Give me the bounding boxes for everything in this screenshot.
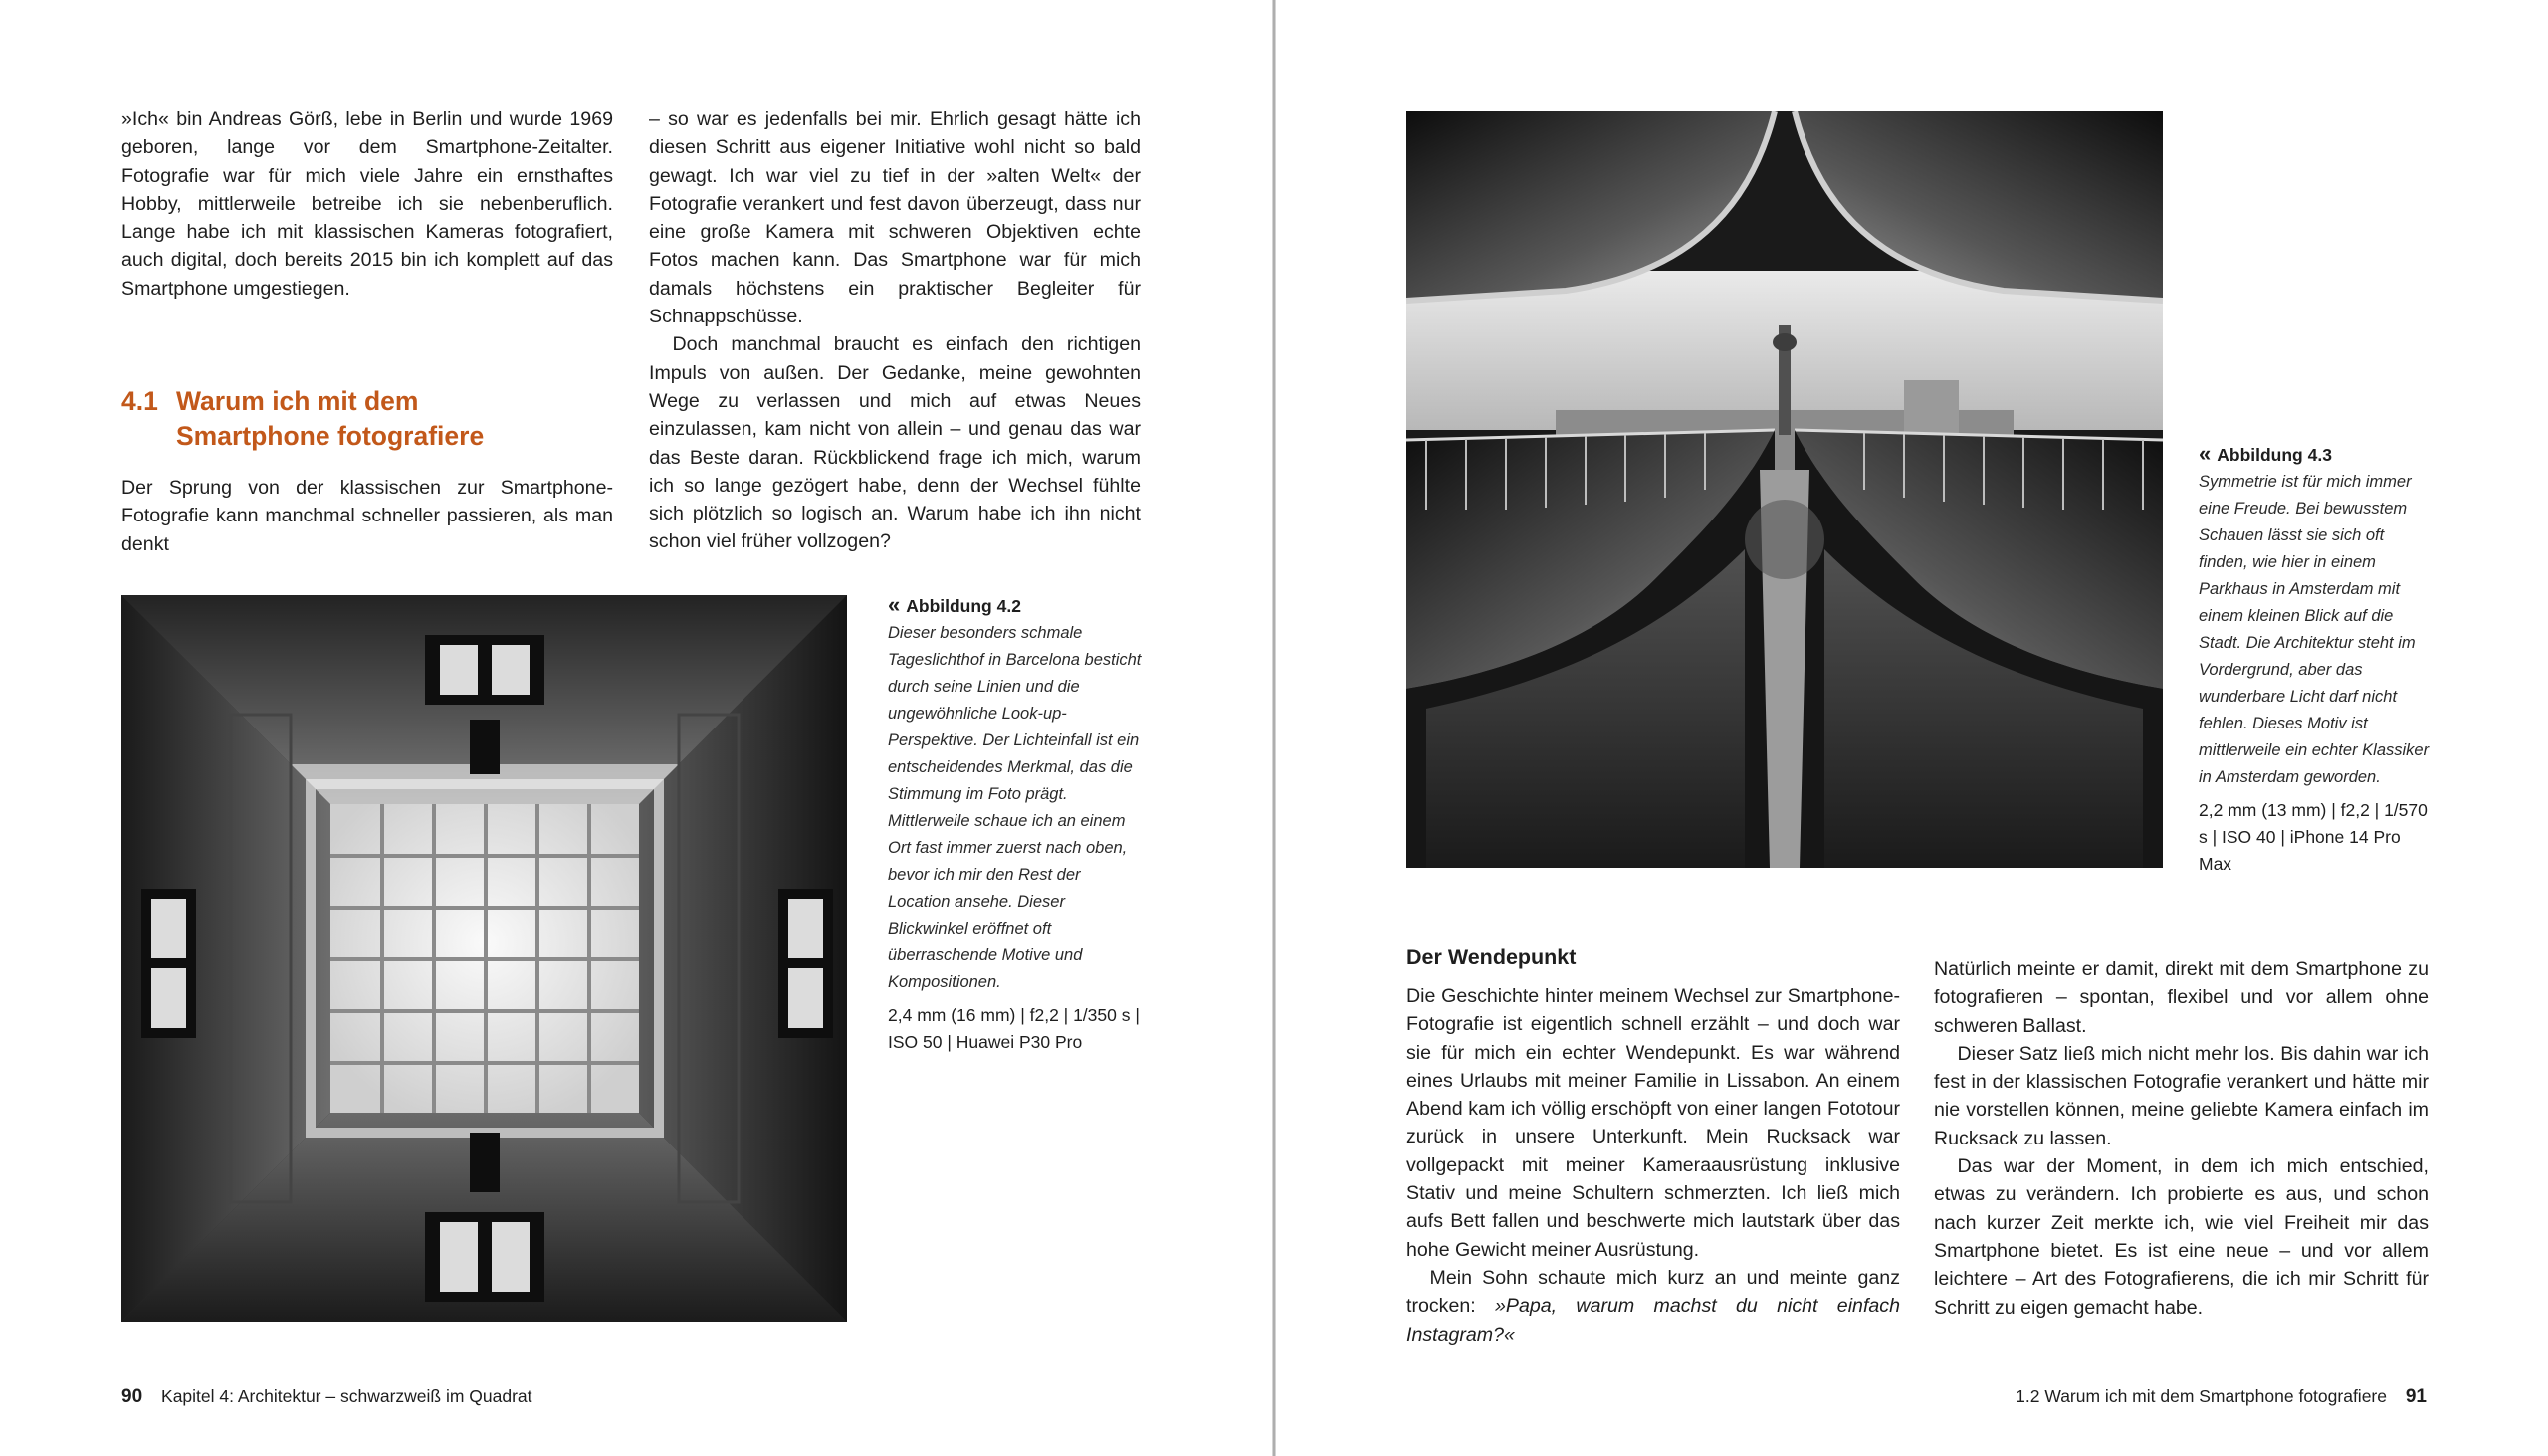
figure-4-2-label: Abbildung 4.2 [906,596,1021,616]
chevron-left-icon: « [888,592,901,617]
intro-text: »Ich« bin Andreas Görß, lebe in Berlin und wurde 1969 geboren, lange vor dem Smartphone-Zeitalter. Fotografie war für mich viele Jahre ein ernsthaftes Hobby, mittlerweile betreibe ich sie nebenberuflich. Lange habe ich mit klassischen Kameras fotografiert, auch digital, doch bereits 2015 bin ich komplett auf das Smartphone umgestiegen. [121,108,613,300]
right-column-1 [1406,982,1900,1349]
right-column-2 [1934,955,2429,1322]
left-col2-paragraph-1: – so war es jedenfalls bei mir. Ehrlich gesagt hätte ich diesen Schritt aus eigener Initiative wohl nicht so bald gewagt. Ich war viel zu tief in der »alten Welt« der Fotografie verankert und fest davon überzeugt, dass nur eine große Kamera mit schweren Objektiven echte Fotos machen kann. Das Smartphone war für mich damals höchstens ein praktischer Begleiter für Schnappschüsse. [649,108,1141,328]
subheading-wendepunkt: Der Wendepunkt [1406,945,1577,969]
figure-4-2-photo [121,595,847,1322]
book-gutter [1272,0,1276,1456]
figure-4-3-description: Symmetrie ist für mich immer eine Freude. Bei bewusstem Schauen lässt sie sich oft finden, wie hier in einem Parkhaus in Amsterdam mit einem kleinen Blick auf die Stadt. Die Architektur steht im Vordergrund, aber das wunderbare Licht darf nicht fehlen. Dieses Motiv ist mittlerweile ein echter Klassiker in Amsterdam geworden. [2199,473,2430,786]
right-col1-paragraph-1: Die Geschichte hinter meinem Wechsel zur Smartphone-Fotografie ist eigentlich schnell erzählt – und doch war sie für mich ein echter Wendepunkt. Es war während eines Urlaubs mit meiner Familie in Lissabon. An einem Abend kam ich völlig erschöpft von einer langen Fototour zurück in unsere Unterkunft. Mein Rucksack war vollgepackt mit meiner Kameraausrüstung inklusive Stativ und meine Schultern schmerzten. Ich ließ mich aufs Bett fallen und beschwerte mich lautstark über das hohe Gewicht meiner Ausrüstung. [1406,985,1900,1261]
left-column-2 [649,105,1141,556]
section-text: Der Sprung von der klassischen zur Smartphone-Fotografie kann manchmal schneller passieren, als man denkt [121,477,613,555]
left-footer [121,1386,532,1408]
section-title-line2: Smartphone fotografiere [176,421,485,451]
figure-4-3-photo [1406,111,2163,868]
figure-4-2-description: Dieser besonders schmale Tageslichthof in Barcelona besticht durch seine Linien und die ungewöhnliche Look-up-Perspektive. Der Lichteinfall ist ein entscheidendes Merkmal, das die Stimmung im Foto prägt. Mittlerweile schaue ich an einem Ort fast immer zuerst nach oben, bevor ich mir den Rest der Location ansehe. Dieser Blickwinkel eröffnet oft überraschende Motive und Kompositionen. [888,624,1142,991]
page-number-left: 90 [121,1386,143,1407]
running-section-title: 1.2 Warum ich mit dem Smartphone fotografiere [2016,1386,2387,1406]
figure-4-3-exif: 2,2 mm (13 mm) | f2,2 | 1/570 s | ISO 40 | iPhone 14 Pro Max [2199,800,2428,874]
figure-4-3-caption [2199,440,2430,878]
section-title-line1: Warum ich mit dem [176,386,419,416]
section-number: 4.1 [121,386,158,416]
right-col2-paragraph-3: Das war der Moment, in dem ich mich entschied, etwas zu verändern. Ich probierte es aus, und schon nach kurzer Zeit merkte ich, wie viel Freiheit mir das Smartphone bietet. Es ist eine neue – und vor allem leichtere – Art des Fotografierens, die ich mir Schritt für Schritt zu eigen gemacht habe. [1934,1155,2429,1319]
right-footer [2016,1386,2427,1408]
figure-4-3-label: Abbildung 4.3 [2217,445,2332,465]
page-number-right: 91 [2405,1386,2427,1407]
figure-4-2-title [888,591,1145,620]
section-paragraph [121,474,613,558]
right-col2-paragraph-2: Dieser Satz ließ mich nicht mehr los. Bis dahin war ich fest in der klassischen Fotografie verankert und hätte mir nie vorstellen können, meine geliebte Kamera einfach im Rucksack zu lassen. [1934,1042,2429,1149]
right-col1-paragraph-2 [1406,1264,1900,1349]
son-quote: »Papa, warum machst du nicht einfach Instagram?« [1406,1295,1900,1346]
figure-4-2-caption [888,591,1145,1056]
figure-4-2-exif: 2,4 mm (16 mm) | f2,2 | 1/350 s | ISO 50 | Huawei P30 Pro [888,1005,1140,1052]
left-col2-paragraph-2: Doch manchmal braucht es einfach den richtigen Impuls von außen. Der Gedanke, meine gewohnten Wege zu verlassen und mich auf etwas Neues einzulassen, kam nicht von allein – und genau das war das Beste daran. Rückblickend frage ich mich, warum ich so lange gezögert habe, denn der Wechsel fühlte sich plötzlich so logisch an. Warum habe ich ihn nicht schon viel früher vollzogen? [649,333,1141,553]
section-heading [121,384,559,454]
chevron-left-icon: « [2199,441,2212,466]
chapter-title: Kapitel 4: Architektur – schwarzweiß im Quadrat [161,1386,532,1406]
intro-paragraph [121,105,613,303]
figure-4-3-title [2199,440,2430,469]
right-col2-paragraph-1: Natürlich meinte er damit, direkt mit dem Smartphone zu fotografieren – spontan, flexibel und vor allem ohne schweren Ballast. [1934,958,2429,1037]
right-col1-paragraph-2-text: Mein Sohn schaute mich kurz an und meinte ganz trocken: [1406,1266,1900,1318]
